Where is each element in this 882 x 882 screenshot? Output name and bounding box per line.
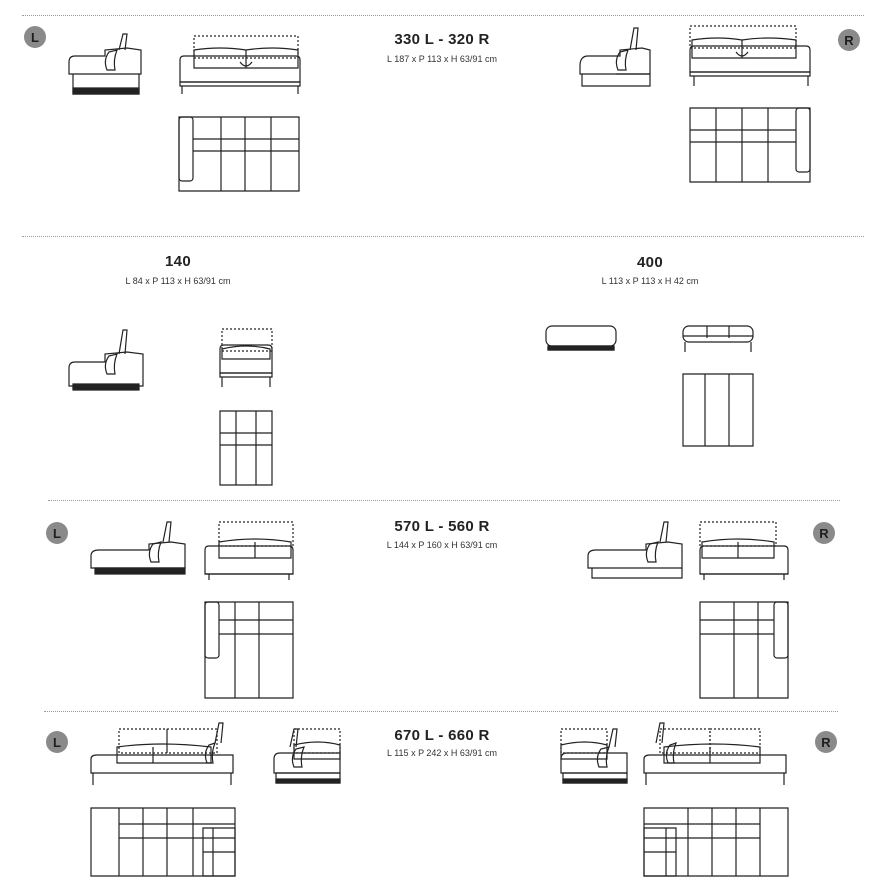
section-title-140: 140 xyxy=(165,253,191,270)
right-badge-320: R xyxy=(838,29,860,51)
section-dims-140: L 84 x P 113 x H 63/91 cm xyxy=(125,276,231,286)
left-badge-570: L xyxy=(46,522,68,544)
section-title-330: 330 L - 320 R xyxy=(394,31,490,48)
left-badge-670: L xyxy=(46,731,68,753)
left-badge-330: L xyxy=(24,26,46,48)
section-title-400: 400 xyxy=(637,254,663,271)
right-badge-660: R xyxy=(815,731,837,753)
section-title-570: 570 L - 560 R xyxy=(394,518,490,535)
section-dims-570: L 144 x P 160 x H 63/91 cm xyxy=(386,540,498,550)
section-dims-400: L 113 x P 113 x H 42 cm xyxy=(601,276,699,286)
section-title-670: 670 L - 660 R xyxy=(394,727,490,744)
section-dims-670: L 115 x P 242 x H 63/91 cm xyxy=(387,748,497,758)
section-dims-330: L 187 x P 113 x H 63/91 cm xyxy=(387,54,497,64)
right-badge-560: R xyxy=(813,522,835,544)
